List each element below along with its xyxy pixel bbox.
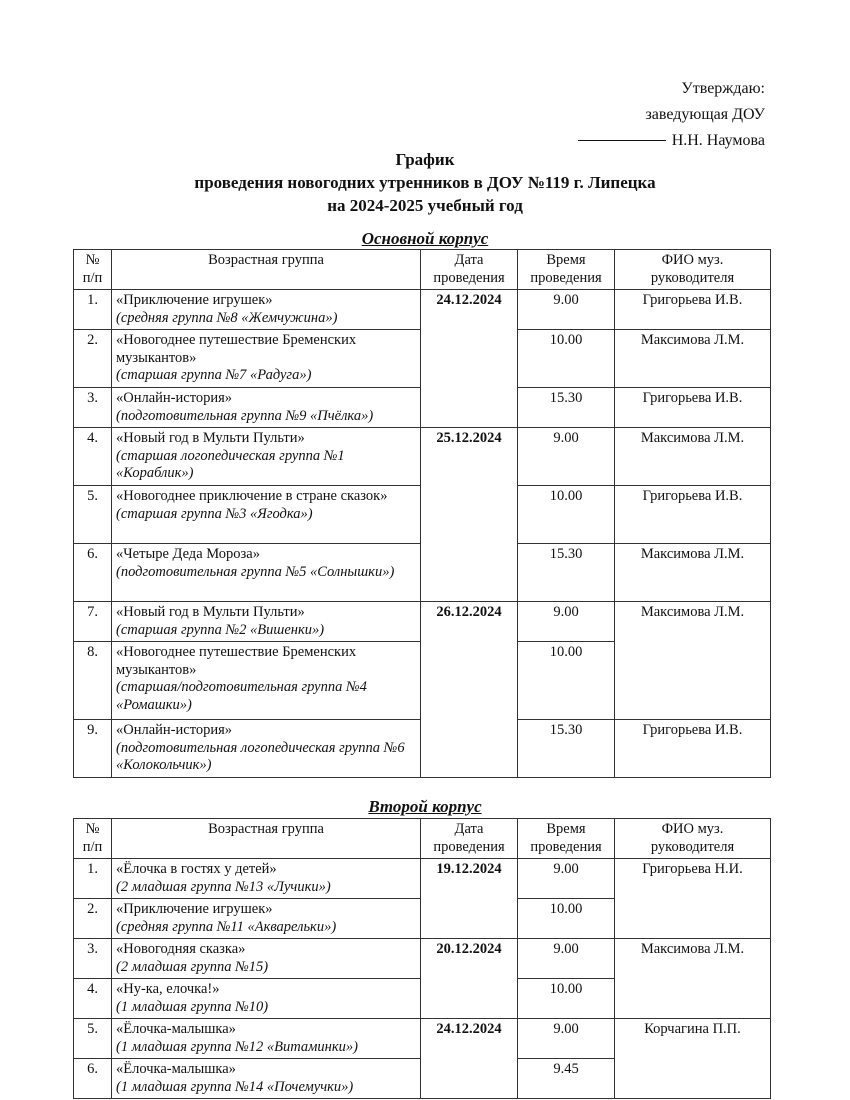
event-name: «Ёлочка-малышка» bbox=[116, 1021, 236, 1037]
event-name: «Новогодняя сказка» bbox=[116, 941, 246, 957]
row-num: 1. bbox=[74, 859, 112, 899]
event-name: «Ёлочка в гостях у детей» bbox=[116, 861, 277, 877]
signature-line bbox=[578, 140, 666, 141]
row-time: 9.00 bbox=[518, 939, 615, 979]
row-group bbox=[112, 899, 421, 939]
event-name: «Онлайн-история» bbox=[116, 390, 233, 406]
header-time: Время проведения bbox=[518, 819, 615, 859]
row-group bbox=[112, 486, 421, 544]
row-time: 9.45 bbox=[518, 1059, 615, 1099]
row-date: 24.12.2024 bbox=[421, 290, 518, 428]
row-group bbox=[112, 939, 421, 979]
group-name: (средняя группа №11 «Акварельки») bbox=[116, 918, 337, 935]
row-num: 2. bbox=[74, 899, 112, 939]
group-name: (подготовительная группа №5 «Солнышки») bbox=[116, 563, 395, 580]
row-num: 1. bbox=[74, 290, 112, 330]
group-name: (1 младшая группа №14 «Почемучки») bbox=[116, 1078, 354, 1095]
group-name: (старшая/подготовительная группа №4 «Ромашки») bbox=[116, 679, 367, 713]
approval-block bbox=[578, 76, 765, 154]
title-line-2: проведения новогодних утренников в ДОУ №119 г. Липецка bbox=[194, 173, 656, 192]
table-row bbox=[74, 602, 771, 642]
title-line-1: График bbox=[395, 150, 455, 169]
row-num: 3. bbox=[74, 939, 112, 979]
row-fio: Григорьева И.В. bbox=[615, 290, 771, 330]
event-name: «Онлайн-история» bbox=[116, 722, 233, 738]
group-name: (старшая группа №2 «Вишенки») bbox=[116, 621, 325, 638]
header-group: Возрастная группа bbox=[112, 250, 421, 290]
event-name: «Новогоднее путешествие Бременских музыкантов» bbox=[116, 644, 357, 678]
row-num: 5. bbox=[74, 1019, 112, 1059]
row-date: 19.12.2024 bbox=[421, 859, 518, 939]
row-num: 8. bbox=[74, 642, 112, 720]
row-fio: Григорьева И.В. bbox=[615, 486, 771, 544]
table-row bbox=[74, 1019, 771, 1059]
table-row bbox=[74, 859, 771, 899]
row-group bbox=[112, 544, 421, 602]
row-fio: Корчагина П.П. bbox=[615, 1019, 771, 1099]
group-name: (1 младшая группа №10) bbox=[116, 998, 269, 1015]
group-name: (средняя группа №8 «Жемчужина») bbox=[116, 309, 338, 326]
row-group bbox=[112, 720, 421, 778]
schedule-table-main bbox=[73, 249, 771, 778]
row-time: 9.00 bbox=[518, 290, 615, 330]
group-name: (1 младшая группа №12 «Витаминки») bbox=[116, 1038, 358, 1055]
group-name: (2 младшая группа №15) bbox=[116, 958, 269, 975]
event-name: «Четыре Деда Мороза» bbox=[116, 546, 260, 562]
row-group bbox=[112, 642, 421, 720]
row-time: 9.00 bbox=[518, 428, 615, 486]
event-name: «Ёлочка-малышка» bbox=[116, 1061, 236, 1077]
row-time: 9.00 bbox=[518, 602, 615, 642]
event-name: «Новогоднее приключение в стране сказок» bbox=[116, 488, 388, 504]
row-date: 25.12.2024 bbox=[421, 428, 518, 602]
document-title bbox=[0, 148, 850, 217]
group-name: (2 младшая группа №13 «Лучики») bbox=[116, 878, 331, 895]
event-name: «Новый год в Мульти Пульти» bbox=[116, 604, 305, 620]
section-2-title: Второй корпус bbox=[368, 797, 482, 816]
event-name: «Новогоднее путешествие Бременских музыкантов» bbox=[116, 332, 357, 366]
section-1-title: Основной корпус bbox=[361, 229, 489, 248]
row-fio: Максимова Л.М. bbox=[615, 544, 771, 602]
row-time: 15.30 bbox=[518, 388, 615, 428]
row-date: 26.12.2024 bbox=[421, 602, 518, 778]
row-num: 4. bbox=[74, 428, 112, 486]
header-date: Дата проведения bbox=[421, 250, 518, 290]
row-num: 4. bbox=[74, 979, 112, 1019]
header-date: Дата проведения bbox=[421, 819, 518, 859]
row-fio: Максимова Л.М. bbox=[615, 602, 771, 720]
table-row bbox=[74, 939, 771, 979]
row-fio: Максимова Л.М. bbox=[615, 939, 771, 1019]
event-name: «Приключение игрушек» bbox=[116, 292, 273, 308]
approval-line-1: Утверждаю: bbox=[681, 80, 765, 97]
row-time: 15.30 bbox=[518, 720, 615, 778]
row-fio: Григорьева Н.И. bbox=[615, 859, 771, 939]
table-row bbox=[74, 428, 771, 486]
row-time: 10.00 bbox=[518, 486, 615, 544]
row-group bbox=[112, 1019, 421, 1059]
row-num: 9. bbox=[74, 720, 112, 778]
group-name: (старшая группа №7 «Радуга») bbox=[116, 367, 312, 383]
row-group bbox=[112, 388, 421, 428]
header-fio: ФИО муз. руководителя bbox=[615, 819, 771, 859]
group-name: (подготовительная группа №9 «Пчёлка») bbox=[116, 407, 374, 424]
row-time: 10.00 bbox=[518, 979, 615, 1019]
row-group bbox=[112, 330, 421, 388]
row-fio: Максимова Л.М. bbox=[615, 428, 771, 486]
header-group: Возрастная группа bbox=[112, 819, 421, 859]
group-name: (подготовительная логопедическая группа №6 «Колокольчик») bbox=[116, 739, 405, 773]
row-num: 2. bbox=[74, 330, 112, 388]
row-time: 9.00 bbox=[518, 1019, 615, 1059]
row-time: 9.00 bbox=[518, 859, 615, 899]
head-name: Н.Н. Наумова bbox=[671, 132, 765, 149]
header-num: № п/п bbox=[74, 250, 112, 290]
row-group bbox=[112, 1059, 421, 1099]
approval-line-2: заведующая ДОУ bbox=[645, 106, 765, 123]
row-num: 3. bbox=[74, 388, 112, 428]
row-num: 5. bbox=[74, 486, 112, 544]
header-num: № п/п bbox=[74, 819, 112, 859]
event-name: «Приключение игрушек» bbox=[116, 901, 273, 917]
table-row bbox=[74, 290, 771, 330]
row-fio: Григорьева И.В. bbox=[615, 388, 771, 428]
row-fio: Григорьева И.В. bbox=[615, 720, 771, 778]
row-time: 15.30 bbox=[518, 544, 615, 602]
row-time: 10.00 bbox=[518, 899, 615, 939]
row-time: 10.00 bbox=[518, 642, 615, 720]
group-name: (старшая логопедическая группа №1 «Кораблик») bbox=[116, 447, 345, 481]
row-num: 7. bbox=[74, 602, 112, 642]
schedule-table-second bbox=[73, 818, 771, 1099]
row-group bbox=[112, 859, 421, 899]
row-group bbox=[112, 428, 421, 486]
table-header-row bbox=[74, 819, 771, 859]
row-fio: Максимова Л.М. bbox=[615, 330, 771, 388]
header-time: Время проведения bbox=[518, 250, 615, 290]
row-num: 6. bbox=[74, 544, 112, 602]
event-name: «Ну-ка, елочка!» bbox=[116, 981, 220, 997]
header-fio: ФИО муз. руководителя bbox=[615, 250, 771, 290]
row-date: 24.12.2024 bbox=[421, 1019, 518, 1099]
event-name: «Новый год в Мульти Пульти» bbox=[116, 430, 305, 446]
title-line-3: на 2024-2025 учебный год bbox=[327, 196, 523, 215]
row-date: 20.12.2024 bbox=[421, 939, 518, 1019]
row-num: 6. bbox=[74, 1059, 112, 1099]
row-time: 10.00 bbox=[518, 330, 615, 388]
row-group bbox=[112, 602, 421, 642]
table-header-row bbox=[74, 250, 771, 290]
row-group bbox=[112, 979, 421, 1019]
row-group bbox=[112, 290, 421, 330]
group-name: (старшая группа №3 «Ягодка») bbox=[116, 505, 313, 522]
